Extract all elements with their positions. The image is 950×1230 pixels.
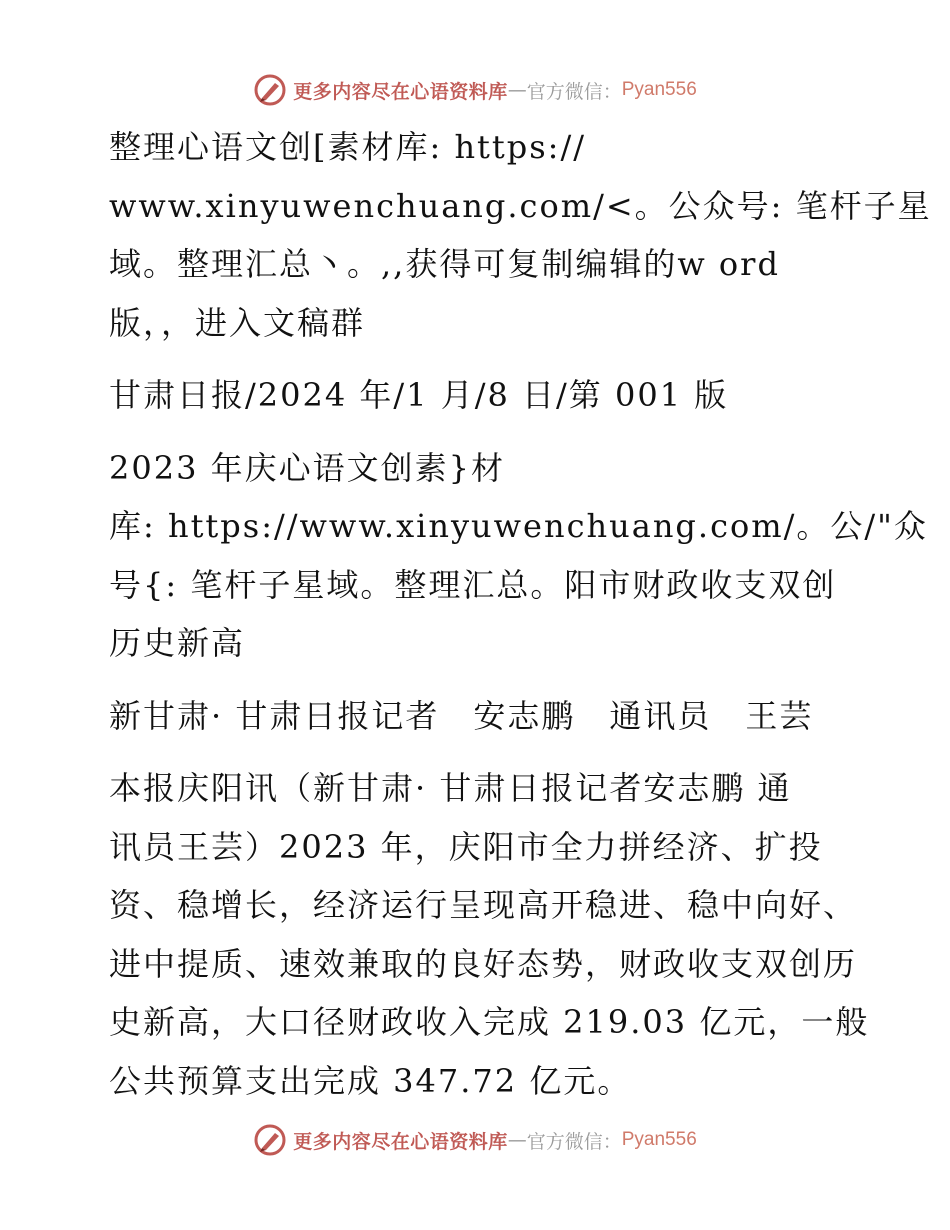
text-line: 历史新高: [109, 624, 246, 662]
watermark-dash: —: [507, 1129, 527, 1151]
text-line: 号{: 笔杆子星域。整理汇总。阳市财政收支双创: [109, 565, 837, 604]
text-line: 史新高，大口径财政收入完成 219.03 亿元，一般: [109, 1003, 870, 1041]
footer-watermark: [0, 1120, 950, 1160]
watermark-text: 更多内容尽在心语资料库: [293, 1130, 508, 1153]
watermark-label: 官方微信：: [526, 80, 622, 103]
watermark-wechat-id: Pyan556: [621, 1129, 697, 1150]
watermark-wechat-id: Pyan556: [621, 79, 697, 100]
pen-logo-icon: [253, 73, 287, 107]
text-line: 2023 年庆心语文创素}材: [109, 448, 505, 487]
text-line: 新甘肃· 甘肃日报记者 安志鹏 通讯员 王芸: [109, 696, 814, 735]
text-line: 库: https://www.xinyuwenchuang.com/。公/"众: [109, 507, 928, 545]
byline: [97, 687, 857, 746]
source-note-paragraph: [97, 118, 932, 352]
watermark-label: 官方微信：: [526, 1130, 622, 1153]
article-body-paragraph: [97, 759, 870, 1110]
publication-info: [97, 366, 857, 425]
document-body: [97, 118, 932, 1124]
article-title: [97, 439, 928, 673]
text-line: 版，，进入文稿群: [109, 303, 366, 342]
text-line: www.xinyuwenchuang.com/<。公众号: 笔杆子星: [109, 186, 932, 225]
header-watermark: [0, 70, 950, 110]
text-line: 讯员王芸）2023 年，庆阳市全力拼经济、扩投: [109, 827, 823, 866]
text-line: 进中提质、速效兼取的良好态势，财政收支双创历: [109, 944, 858, 983]
text-line: 域。整理汇总丶。,,获得可复制编辑的w ord: [109, 245, 780, 283]
text-line: 本报庆阳讯（新甘肃· 甘肃日报记者安志鹏 通: [109, 769, 792, 807]
text-line: 资、稳增长，经济运行呈现高开稳进、稳中向好、: [109, 886, 858, 924]
pen-logo-icon: [253, 1123, 287, 1157]
watermark-dash: —: [507, 79, 527, 101]
text-line: 公共预算支出完成 347.72 亿元。: [109, 1061, 632, 1100]
text-line: 甘肃日报/2024 年/1 月/8 日/第 001 版: [109, 376, 729, 414]
watermark-text: 更多内容尽在心语资料库: [293, 80, 508, 103]
text-line: 整理心语文创[素材库: https://: [109, 128, 587, 166]
